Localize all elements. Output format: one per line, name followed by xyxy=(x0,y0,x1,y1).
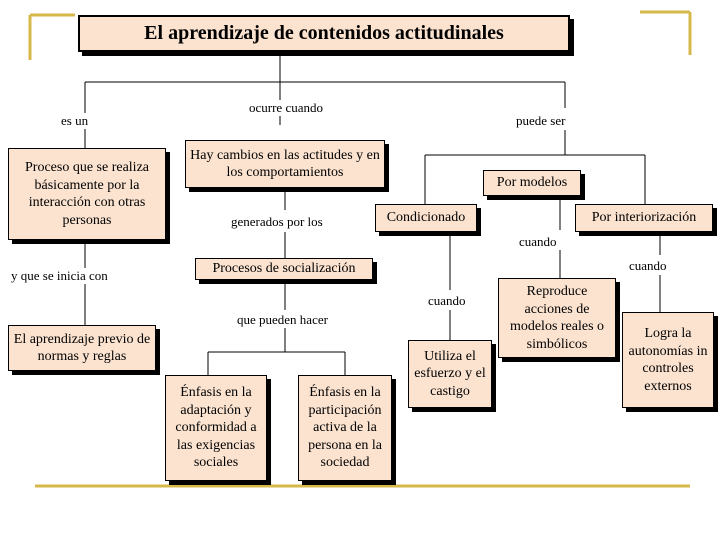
node-cambios-actitudes: Hay cambios en las actitudes y en los comportamientos xyxy=(185,140,385,188)
label-es-un: es un xyxy=(61,113,89,128)
label-cuando-condicionado: cuando xyxy=(428,293,466,308)
label-puede-ser: puede ser xyxy=(516,113,566,128)
label-cuando-interiorizacion: cuando xyxy=(629,258,667,273)
node-reproduce-acciones: Reproduce acciones de modelos reales o simbólicos xyxy=(498,278,616,358)
node-proceso-interaccion: Proceso que se realiza básicamente por la interacción con otras personas xyxy=(8,148,166,240)
label-pueden-hacer: que pueden hacer xyxy=(237,312,328,327)
node-logra-autonomia: Logra la autonomías in controles externos xyxy=(622,312,714,408)
label-ocurre-cuando: ocurre cuando xyxy=(249,100,323,115)
node-aprendizaje-previo: El aprendizaje previo de normas y reglas xyxy=(8,325,156,371)
node-enfasis-participacion: Énfasis en la participación activa de la persona en la sociedad xyxy=(298,375,392,481)
node-condicionado: Condicionado xyxy=(375,204,477,232)
map-title: El aprendizaje de contenidos actitudinales xyxy=(78,15,570,52)
label-generados-por: generados por los xyxy=(231,214,323,229)
node-procesos-socializacion: Procesos de socialización xyxy=(195,258,373,280)
node-enfasis-adaptacion: Énfasis en la adaptación y conformidad a las exigencias sociales xyxy=(165,375,267,481)
node-por-modelos: Por modelos xyxy=(483,170,581,196)
node-por-interiorizacion: Por interiorización xyxy=(575,204,713,232)
label-inicia-con: y que se inicia con xyxy=(11,268,108,283)
label-cuando-modelos: cuando xyxy=(519,234,557,249)
node-utiliza-esfuerzo: Utiliza el esfuerzo y el castigo xyxy=(408,340,492,408)
